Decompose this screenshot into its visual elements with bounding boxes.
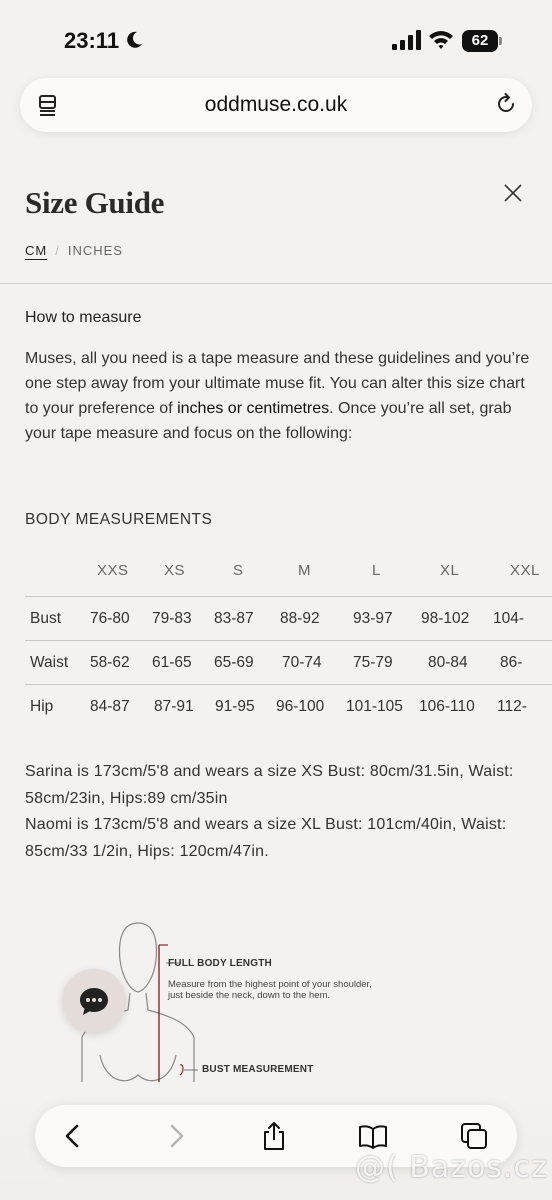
- how-to-measure-heading: How to measure: [25, 309, 142, 326]
- chat-button[interactable]: [62, 969, 126, 1033]
- bust-measurement-label: BUST MEASUREMENT: [202, 1064, 314, 1075]
- watermark: @( Bazos.cz: [355, 1150, 548, 1185]
- table-cell: 75-79: [353, 654, 393, 671]
- full-body-length-label: FULL BODY LENGTH: [168, 958, 272, 969]
- chat-icon: [78, 985, 110, 1017]
- body-measurements-heading: BODY MEASUREMENTS: [25, 511, 213, 528]
- size-header: XS: [164, 562, 186, 579]
- size-table[interactable]: [25, 552, 552, 730]
- row-label: Hip: [30, 698, 54, 715]
- share-icon[interactable]: [259, 1121, 289, 1151]
- table-row: [25, 684, 552, 728]
- table-cell: 87-91: [154, 698, 194, 715]
- table-cell: 101-105: [346, 698, 403, 715]
- row-label: Bust: [30, 610, 62, 627]
- size-header: M: [298, 562, 311, 579]
- table-cell: 106-110: [419, 698, 475, 715]
- intro-text-part-2: . Once you’re all set, grab your tape measure and focus on the following:: [25, 400, 512, 442]
- bookmarks-icon[interactable]: [358, 1121, 388, 1151]
- size-header: L: [372, 562, 381, 579]
- size-header: XXS: [97, 562, 129, 579]
- close-icon[interactable]: [502, 182, 524, 204]
- table-cell: 112-: [497, 698, 527, 715]
- status-bar: [0, 0, 552, 80]
- page-title: Size Guide: [25, 185, 165, 220]
- model-info-sarina: Sarina is 173cm/5'8 and wears a size XS Bust: 80cm/31.5in, Waist: 58cm/23in, Hips:89 cm/35in: [25, 763, 514, 807]
- table-cell: 70-74: [282, 654, 322, 671]
- url-text[interactable]: oddmuse.co.uk: [204, 93, 348, 116]
- battery-icon: [462, 30, 502, 52]
- table-header-row: [25, 552, 552, 592]
- intro-text-part-1: Muses, all you need is a tape measure and these guidelines and you’re one step away from your ultimate muse fit. You can alter this size chart to your preference of: [25, 350, 530, 417]
- divider: [0, 283, 552, 284]
- units-link[interactable]: inches or centimetres: [177, 400, 330, 417]
- size-header: XXL: [510, 562, 540, 579]
- table-cell: 80-84: [428, 654, 468, 671]
- table-row: [25, 640, 552, 684]
- row-label: Waist: [30, 654, 69, 671]
- model-info-naomi: Naomi is 173cm/5'8 and wears a size XL Bust: 101cm/40in, Waist: 85cm/33 1/2in, Hips: 120cm/47in.: [25, 816, 507, 860]
- table-cell: 84-87: [90, 698, 130, 715]
- unit-inches-button[interactable]: INCHES: [67, 243, 123, 258]
- table-cell: 93-97: [353, 610, 393, 627]
- table-cell: 65-69: [214, 654, 254, 671]
- intro-text: [25, 346, 535, 446]
- table-cell: 61-65: [152, 654, 192, 671]
- size-header: S: [233, 562, 244, 579]
- table-cell: 91-95: [215, 698, 255, 715]
- body-measurement-illustration: [80, 915, 400, 1090]
- table-cell: 86-: [500, 654, 523, 671]
- table-cell: 79-83: [152, 610, 192, 627]
- full-body-length-text: Measure from the highest point of your shoulder, just beside the neck, down to the hem.: [168, 979, 372, 1001]
- table-row: [25, 596, 552, 640]
- model-info: [25, 759, 535, 865]
- battery-level: 62: [462, 30, 498, 52]
- signal-icon: [392, 30, 422, 50]
- table-cell: 83-87: [214, 610, 254, 627]
- forward-icon[interactable]: [161, 1121, 191, 1151]
- table-cell: 96-100: [276, 698, 325, 715]
- table-cell: 58-62: [90, 654, 130, 671]
- table-cell: 88-92: [280, 610, 320, 627]
- unit-toggle: [25, 243, 123, 258]
- unit-cm-button[interactable]: CM: [25, 243, 48, 258]
- wifi-icon: [428, 28, 454, 50]
- tabs-icon[interactable]: [459, 1121, 489, 1151]
- table-cell: 98-102: [421, 610, 470, 627]
- table-cell: 104-: [493, 610, 525, 627]
- table-cell: 76-80: [90, 610, 130, 627]
- size-header: XL: [440, 562, 460, 579]
- reload-icon[interactable]: [494, 92, 518, 116]
- moon-icon: [124, 30, 144, 50]
- status-time: 23:11: [64, 28, 120, 53]
- back-icon[interactable]: [58, 1121, 88, 1151]
- address-bar[interactable]: [20, 78, 532, 132]
- unit-separator: /: [55, 243, 60, 258]
